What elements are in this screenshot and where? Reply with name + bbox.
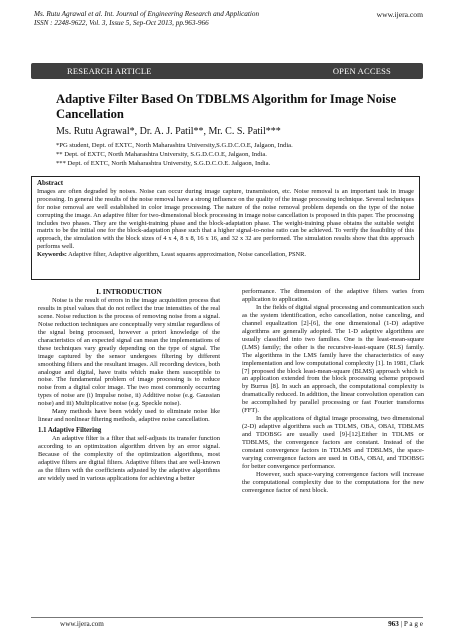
footer-website-link[interactable]: www.ijera.com <box>60 620 104 628</box>
keywords-line <box>37 251 414 259</box>
right-paragraph-2: In the fields of digital signal processing and communication such as the system identification, echo cancellation, noise canceling, and channel equalization [2]-[6], the one dimensional (1-D) adaptive algorithms are generally adopted. The 1-D adaptive algorithms are usually classified into two families. One is the least-mean-square (LMS) family; the other is the recursive-least-square (RLS) family. The algorithms in the LMS family have the characteristics of easy implementation and low computational complexity [1]. In 1981, Clark [7] proposed the block least-mean-square (BLMS) approach which is an application extended from the block processing scheme proposed by Burrus [8]. In such an approach, the computational complexity is dramatically reduced. In addition, the linear convolution operation can be accomplished by parallel processing or fast Fourier transforms (FFT). <box>242 303 424 415</box>
article-type-band <box>31 63 423 79</box>
research-article-label: RESEARCH ARTICLE <box>67 66 152 76</box>
page-label: | P a g e <box>398 620 423 628</box>
footer-divider <box>31 617 423 618</box>
abstract-box <box>31 176 420 280</box>
affiliation-2: ** Dept. of EXTC, North Maharashtra University, S.G.D.C.O.E, Jalgaon, India. <box>56 151 267 158</box>
open-access-label: OPEN ACCESS <box>332 66 391 76</box>
right-paragraph-4: However, such space-varying convergence factors will increase the computational complexity due to the computations for the new convergence factor of next block. <box>242 470 424 494</box>
journal-header <box>34 10 334 28</box>
right-column <box>242 288 424 495</box>
intro-paragraph-1: Noise is the result of errors in the image acquisition process that results in pixel values that do not reflect the true intensities of the real scene. Noise reduction is the process of removing noise from a signal. Noise reduction techniques are conceptually very similar regardless of the signal being processed, however a priori knowledge of the characteristics of an expected signal can mean the implementations of these techniques vary greatly depending on the type of signal. The image captured by the sensor undergoes filtering by different smoothing filters and the resultant images. All recording devices, both analogue and digital, have traits which make them susceptible to noise. The fundamental problem of image processing is to reduce noise from a digital color image. The two most commonly occurring types of noise are (i) Impulse noise, ii) Additive noise (e.g. Gaussian noise) and iii) Multiplicative noise (e.g. Speckle noise). <box>38 296 220 408</box>
left-column <box>38 288 220 483</box>
right-paragraph-3: In the applications of digital image processing, two dimensional (2-D) adaptive algorithms such as TDLMS, OBA, OBAI, TDBLMS and TDOBSG are usually used [9]-[12].Either in TDLMS or TDBLMS, the convergence factors are constant. Instead of the constant convergence factors in TDLMS and TDBLMS, the space-varying convergence factors are used in OBA, OBAI, and TDOBSG for better convergence performance. <box>242 415 424 470</box>
abstract-text: Images are often degraded by noises. Noise can occur during image capture, transmission, etc. Noise removal is an important task in image processing. In general the results of the noise removal have a strong influence on the quality of the image processing technique. Several techniques for noise removal are well established in color image processing. The nature of the noise removal problem depends on the type of the noise corrupting the image. An adaptive filter for two-dimensional block processing in image noise cancellation is proposed in this paper. The processing includes two phases. They are the weight-training phase and the block-adaptation phase. The weight-training phase obtains the suitable weight matrix to be the initial one for the block-adaptation phase such that a higher signal-to-noise ratio can be achieved. To verify the feasibility of this approach, the simulation with the block sizes of 4 x 4, 8 x 8, 16 x 16, and 32 x 32 are performed. The simulation results show that this approach performs well. <box>37 187 414 251</box>
journal-issn-line: ISSN : 2248-9622, Vol. 3, Issue 5, Sep-Oct 2013, pp.963-966 <box>34 19 209 27</box>
paper-title: Adaptive Filter Based On TDBLMS Algorithm for Image Noise Cancellation <box>56 92 397 121</box>
affiliation-1: *PG student, Dept. of EXTC, North Maharashtra University,S.G.D.C.O.E, Jalgaon, India. <box>56 142 293 149</box>
intro-paragraph-2: Many methods have been widely used to eliminate noise like linear and nonlinear filtering methods, adaptive noise cancellation. <box>38 408 220 424</box>
journal-citation-line: Ms. Rutu Agrawal et al. Int. Journal of Engineering Research and Application <box>34 10 260 18</box>
introduction-heading: I. INTRODUCTION <box>96 287 162 296</box>
adaptive-filtering-heading: 1.1 Adaptive Filtering <box>38 427 102 435</box>
abstract-heading: Abstract <box>37 179 64 187</box>
keywords-text: Adaptive filter, Adaptive algorithm, Least squares approximation, Noise cancellation, PSNR. <box>66 251 306 259</box>
affiliation-3: *** Dept. of EXTC, North Maharashtra University, S.G.D.C.O.E. Jalgaon, India. <box>56 160 271 167</box>
right-paragraph-1: performance. The dimension of the adaptive filters varies from application to application. <box>242 288 424 303</box>
paper-authors: Ms. Rutu Agrawal*, Dr. A. J. Patil**, Mr. C. S. Patil*** <box>56 126 281 137</box>
adaptive-filtering-paragraph: An adaptive filter is a filter that self-adjusts its transfer function according to an optimization algorithm driven by an error signal. Because of the complexity of the optimization algorithms, most adaptive filters are digital filters. Adaptive filters that are well-known as the filters with the coefficients adjusted by the adaptive algorithms are widely used in various applications for achieving a better <box>38 435 220 482</box>
keywords-label: Keywords: <box>37 251 67 259</box>
footer-page-number <box>388 620 423 628</box>
header-website-link[interactable]: www.ijera.com <box>376 10 423 19</box>
page-number: 963 <box>388 620 399 628</box>
